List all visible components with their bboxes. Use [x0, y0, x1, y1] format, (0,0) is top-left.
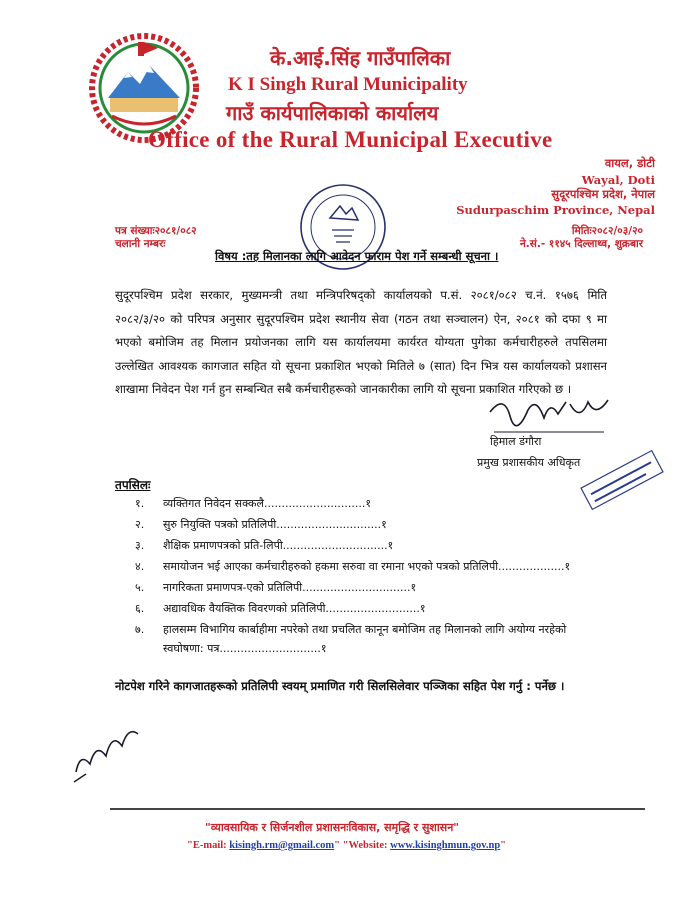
list-item: ६. अद्यावधिक वैयक्तिक विवरणको प्रतिलिपी...........................१	[135, 602, 426, 615]
note-text: नोटपेश गरिने कागजातहरूको प्रतिलिपी स्वयम् प्रमाणित गरी सिलसिलेवार पञ्जिका सहित पेश गर्नु : पर्नेछ ।	[115, 679, 565, 693]
municipality-name-nepali: के.आई.सिंह गाउँपालिका	[270, 46, 451, 70]
address-line-3: सुदूरपश्चिम प्रदेश, नेपाल	[551, 187, 655, 201]
letter-number: पत्र संख्याः२०८१/०८२	[115, 225, 197, 237]
letter-date: मितिः२०८२/०३/२०	[571, 225, 643, 237]
signatory-name: हिमाल डंगौरा	[490, 435, 542, 448]
footer-divider	[110, 808, 645, 810]
footer-contact: "E-mail: kisingh.rm@gmail.com" "Website: www.kisinghmun.gov.np"	[187, 840, 507, 851]
list-item: ३. शैक्षिक प्रमाणपत्रको प्रति-लिपी..............................१	[135, 539, 394, 552]
footer-slogan: "व्यावसायिक र सिर्जनशील प्रशासनःविकास, समृद्धि र सुशासन"	[205, 821, 460, 834]
notice-body: सुदूरपश्चिम प्रदेश सरकार, मुख्यमन्त्री तथा मन्त्रिपरिषद्को कार्यालयको प.सं. २०८१/०८२ च.नं. १५७६ मिति २०८२/३/२० को परिपत्र अनुसार सुदूरपश्चिम प्रदेश स्थानीय सेवा (गठन तथा सञ्चालन) ऐन, २०८१ को दफा ९ मा भएको बमोजिम तह मिलान प्रयोजनका लागि यस कार्यालयमा कार्यरत योग्यता पुगेका कर्मचारीहरुले तपसिलमा उल्लेखित आवश्यक कागजात सहित यो सूचना प्रकाशित भएको मितिले ७ (सात) दिन भित्र यस कार्यालयको प्रशासन शाखामा निवेदन पेश गर्न हुन सम्बन्धित सबै कर्मचारीहरूको जानकारीका लागि यो सूचना प्रकाशित गरिएको छ ।	[115, 288, 607, 396]
notice-subject: विषय :तह मिलानका लागि आवेदन फाराम पेश गर्ने सम्बन्धी सूचना ।	[215, 249, 499, 263]
initial-signature	[66, 712, 146, 792]
list-item: ७. हालसम्म विभागिय कार्बाहीमा नपरेको तथा प्रचलित कानून बमोजिम तह मिलानको लागि अयोग्य नरहेको	[135, 623, 567, 636]
address-line-4: Sudurpaschim Province, Nepal	[456, 203, 655, 217]
list-item: ५. नागरिकता प्रमाणपत्र-एको प्रतिलिपी...............................१	[135, 581, 417, 594]
address-line-2: Wayal, Doti	[581, 173, 655, 187]
website-link[interactable]: www.kisinghmun.gov.np	[390, 840, 501, 851]
list-title: तपसिलः	[115, 478, 151, 492]
list-item-continuation: स्वघोषणा: पत्र.............................१	[163, 642, 327, 655]
email-link[interactable]: kisingh.rm@gmail.com	[229, 840, 335, 851]
address-line-1: वायल, डोटी	[604, 156, 655, 170]
office-name-nepali: गाउँ कार्यपालिकाको कार्यालय	[226, 101, 439, 125]
list-item: १. व्यक्तिगत निवेदन सक्कलै.............................१	[135, 497, 372, 510]
dispatch-number: चलानी नम्बरः	[115, 238, 166, 250]
list-item: २. सुरु नियुक्ति पत्रको प्रतिलिपी..............................१	[135, 518, 387, 531]
signature	[484, 392, 618, 440]
list-item: ४. समायोजन भई आएका कर्मचारीहरुको हकमा सरुवा वा रमाना भएको पत्रको प्रतिलिपी...................१	[135, 560, 571, 573]
name-stamp	[576, 434, 668, 526]
signatory-title: प्रमुख प्रशासकीय अधिकृत	[477, 456, 581, 469]
municipality-name-english: K I Singh Rural Municipality	[228, 74, 468, 95]
nepal-sambat-date: ने.सं.- ११४५ दिल्लाथ्व, शुक्रबार	[519, 238, 643, 250]
office-name-english: Office of the Rural Municipal Executive	[148, 127, 553, 152]
